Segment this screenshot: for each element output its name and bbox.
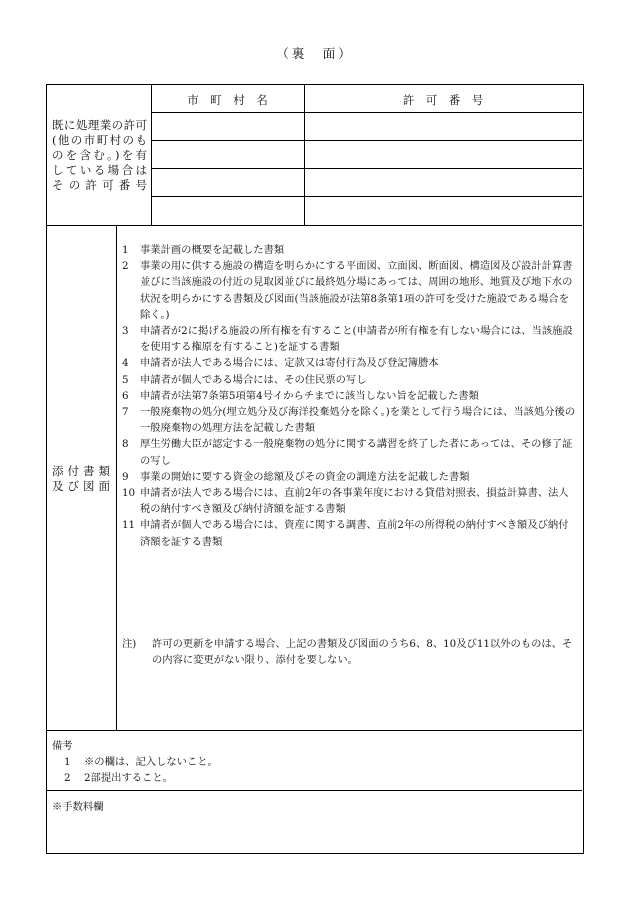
section-divider [46,225,582,226]
item-text: 2部提出すること。 [84,772,173,784]
item-text: 申請者が個人である場合には、資産に関する調書、直前2年の所得税の納付すべき額及び納付済額を証する書類 [140,519,569,548]
list-item [122,355,577,371]
item-number: 1 [122,244,129,256]
label-line: 添付書類 [52,464,110,478]
item-text: 事業の開始に要する資金の総額及びその資金の調達方法を記載した書類 [140,470,470,483]
permit-number-cell[interactable] [305,169,581,196]
label-line: している場合は [52,163,147,177]
list-item [122,436,577,468]
remarks-section [52,738,572,786]
list-item [122,323,577,355]
note-prefix: 注) [122,638,137,650]
item-text: ※の欄は、記入しないこと。 [84,756,218,768]
section-divider [46,730,582,731]
item-number: 5 [122,373,129,386]
item-number: 2 [122,260,129,273]
label-line: その許可番号 [52,178,147,192]
list-item [122,517,577,549]
item-number: 10 [122,487,136,500]
list-item [122,469,577,485]
remarks-heading: 備考 [52,740,73,752]
fee-label: ※手数料欄 [52,801,104,813]
item-text: 厚生労働大臣が認定する一般廃棄物の処分に関する講習を終了した者にあっては、その修了証の写し [140,438,573,467]
item-text: 申請者が2に掲げる施設の所有権を有すること(申請者が所有権を有しない場合には、当該施設を使用する権原を有すること)を証する書類 [140,325,573,354]
label-line: 既に処理業の許可 [52,118,147,132]
list-item [122,388,577,404]
item-number: 1 [64,756,71,768]
attachments-label [52,464,110,494]
item-text: 申請者が法人である場合には、直前2年の各事業年度における貸借対照表、損益計算書、法人税の納付すべき額及び納付済額を証する書類 [140,487,569,516]
item-number: 3 [122,325,129,338]
item-number: 9 [122,470,129,483]
item-number: 2 [64,772,71,784]
page-title: （裏 面） [276,46,354,61]
item-number: 6 [122,389,129,402]
municipality-cell[interactable] [152,113,303,140]
permit-number-cell[interactable] [305,197,581,224]
item-number: 4 [122,357,129,370]
fee-field[interactable] [47,815,581,851]
permit-number-header: 許 可 番 号 [402,93,484,107]
municipality-cell[interactable] [152,197,303,224]
list-item [122,485,577,517]
item-text: 申請者が法第7条第5項第4号イからチまでに該当しない旨を記載した書類 [140,389,479,402]
item-text: 事業計画の概要を記載した書類 [140,244,285,256]
list-item [52,770,572,786]
item-text: 一般廃棄物の処分(埋立処分及び海洋投棄処分を除く。)を業として行う場合には、当該処分後の一般廃棄物の処理方法を記載した書類 [140,406,576,435]
item-number: 7 [122,406,129,419]
municipality-cell[interactable] [152,169,303,196]
permit-number-cell[interactable] [305,141,581,168]
list-item [122,372,577,388]
permit-number-cell[interactable] [305,113,581,140]
attachments-note [122,636,577,668]
divider-attachments-label [116,225,117,730]
municipality-header: 市 町 村 名 [187,93,268,107]
municipality-cell[interactable] [152,141,303,168]
item-number: 8 [122,438,129,451]
item-number: 11 [122,519,136,532]
note-text: 許可の更新を申請する場合、上記の書類及び図面のうち6、8、10及び11以外のものは、その内容に変更がない限り、添付を要しない。 [152,638,573,667]
label-line: 及び図面 [52,479,110,493]
list-item [52,754,572,770]
item-text: 申請者が個人である場合には、その住民票の写し [140,373,367,386]
section-divider [46,790,582,791]
item-text: 申請者が法人である場合には、定款又は寄付行為及び登記簿謄本 [140,357,439,370]
list-item [122,404,577,436]
attachments-list [122,242,577,550]
list-item [122,258,577,323]
list-item [122,242,577,258]
item-text: 事業の用に供する施設の構造を明らかにする平面図、立面図、断面図、構造図及び設計計算書並びに当該施設の付近の見取図並びに最終処分場にあっては、周囲の地形、地質及び地下水の状況を明らかにする書類及び図面(当該施設が法第8条第1項の許可を受けた施設である場合を除く。) [140,260,573,321]
label-line: (他の市町村のも [52,133,147,147]
existing-permit-label [52,118,147,193]
label-line: のを含む。)を有 [52,148,147,162]
